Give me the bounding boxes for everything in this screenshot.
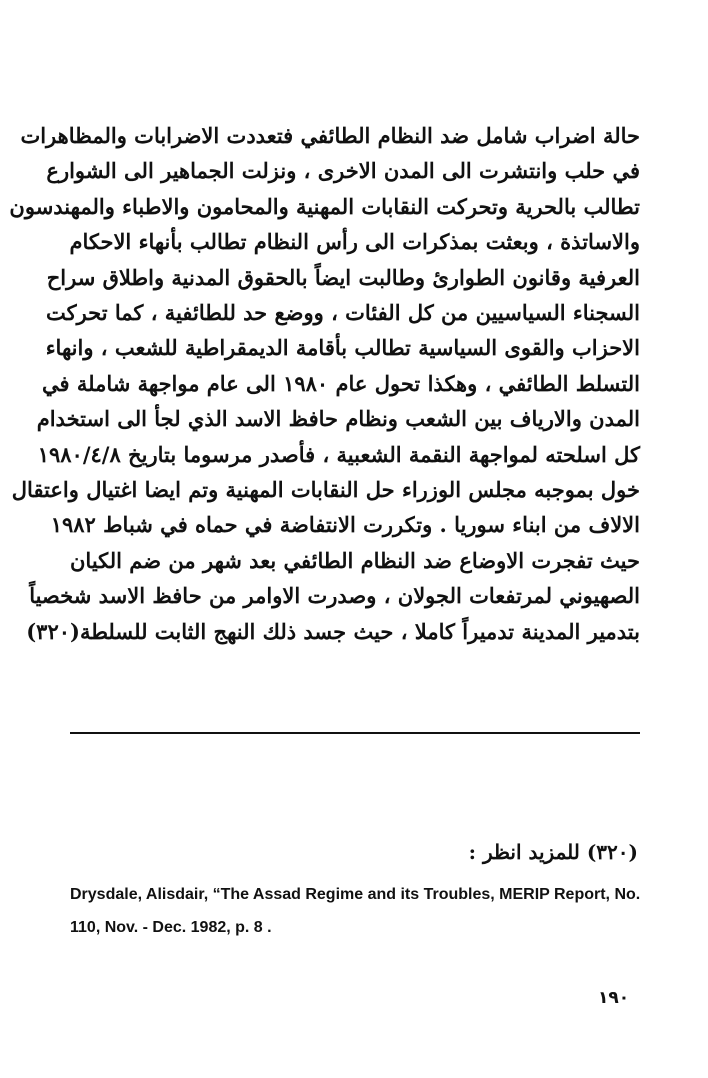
body-line: العرفية وقانون الطوارئ وطالبت ايضاً بالحقوق المدنية واطلاق سراح — [46, 264, 640, 290]
body-line: التسلط الطائفي ، وهكذا تحول عام ١٩٨٠ الى عام مواجهة شاملة في — [42, 370, 640, 396]
body-line: خول بموجبه مجلس الوزراء حل النقابات المهنية وتم ايضا اغتيال واعتقال — [11, 477, 640, 503]
body-line: الالاف من ابناء سوريا . وتكررت الانتفاضة في حماه في شباط ١٩٨٢ — [50, 512, 640, 538]
body-line: الصهيوني لمرتفعات الجولان ، وصدرت الاوامر من حافظ الاسد شخصياً — [29, 583, 640, 609]
body-line: السجناء السياسيين من كل الفئات ، ووضع حد للطائفية ، كما تحركت — [45, 300, 640, 326]
footnote-reference — [70, 878, 645, 944]
body-line: كل اسلحته لمواجهة النقمة الشعبية ، فأصدر مرسوما بتاريخ ١٩٨٠/٤/٨ — [37, 441, 640, 467]
footnote-reference-line: 110, Nov. - Dec. 1982, p. 8 . — [70, 919, 272, 936]
body-line: الاحزاب والقوى السياسية تطالب بأقامة الديمقراطية للشعب ، وانهاء — [45, 335, 640, 361]
body-line: والاساتذة ، وبعثت بمذكرات الى رأس النظام تطالب بأنهاء الاحكام — [69, 229, 640, 255]
body-line: المدن والارياف بين الشعب ونظام حافظ الاسد الذي لجأ الى استخدام — [36, 406, 640, 432]
page-number: ١٩٠ — [598, 988, 630, 1008]
footnote-divider — [70, 732, 640, 734]
body-line: بتدمير المدينة تدميراً كاملا ، حيث جسد ذلك النهج الثابت للسلطة(٣٢٠) — [26, 618, 640, 644]
body-line: في حلب وانتشرت الى المدن الاخرى ، ونزلت الجماهير الى الشوارع — [46, 158, 640, 184]
body-line: حيث تفجرت الاوضاع ضد النظام الطائفي بعد شهر من ضم الكيان — [70, 547, 640, 573]
footnote-heading: (٣٢٠) للمزيد انظر : — [468, 840, 638, 864]
body-paragraph — [9, 118, 640, 649]
footnote-reference-line: Drysdale, Alisdair, “The Assad Regime and its Troubles, MERIP Report, No. — [70, 886, 641, 903]
body-line: تطالب بالحرية وتحركت النقابات المهنية والمحامون والاطباء والمهندسون — [9, 193, 640, 219]
body-line: حالة اضراب شامل ضد النظام الطائفي فتعددت الاضرابات والمظاهرات — [20, 123, 640, 148]
